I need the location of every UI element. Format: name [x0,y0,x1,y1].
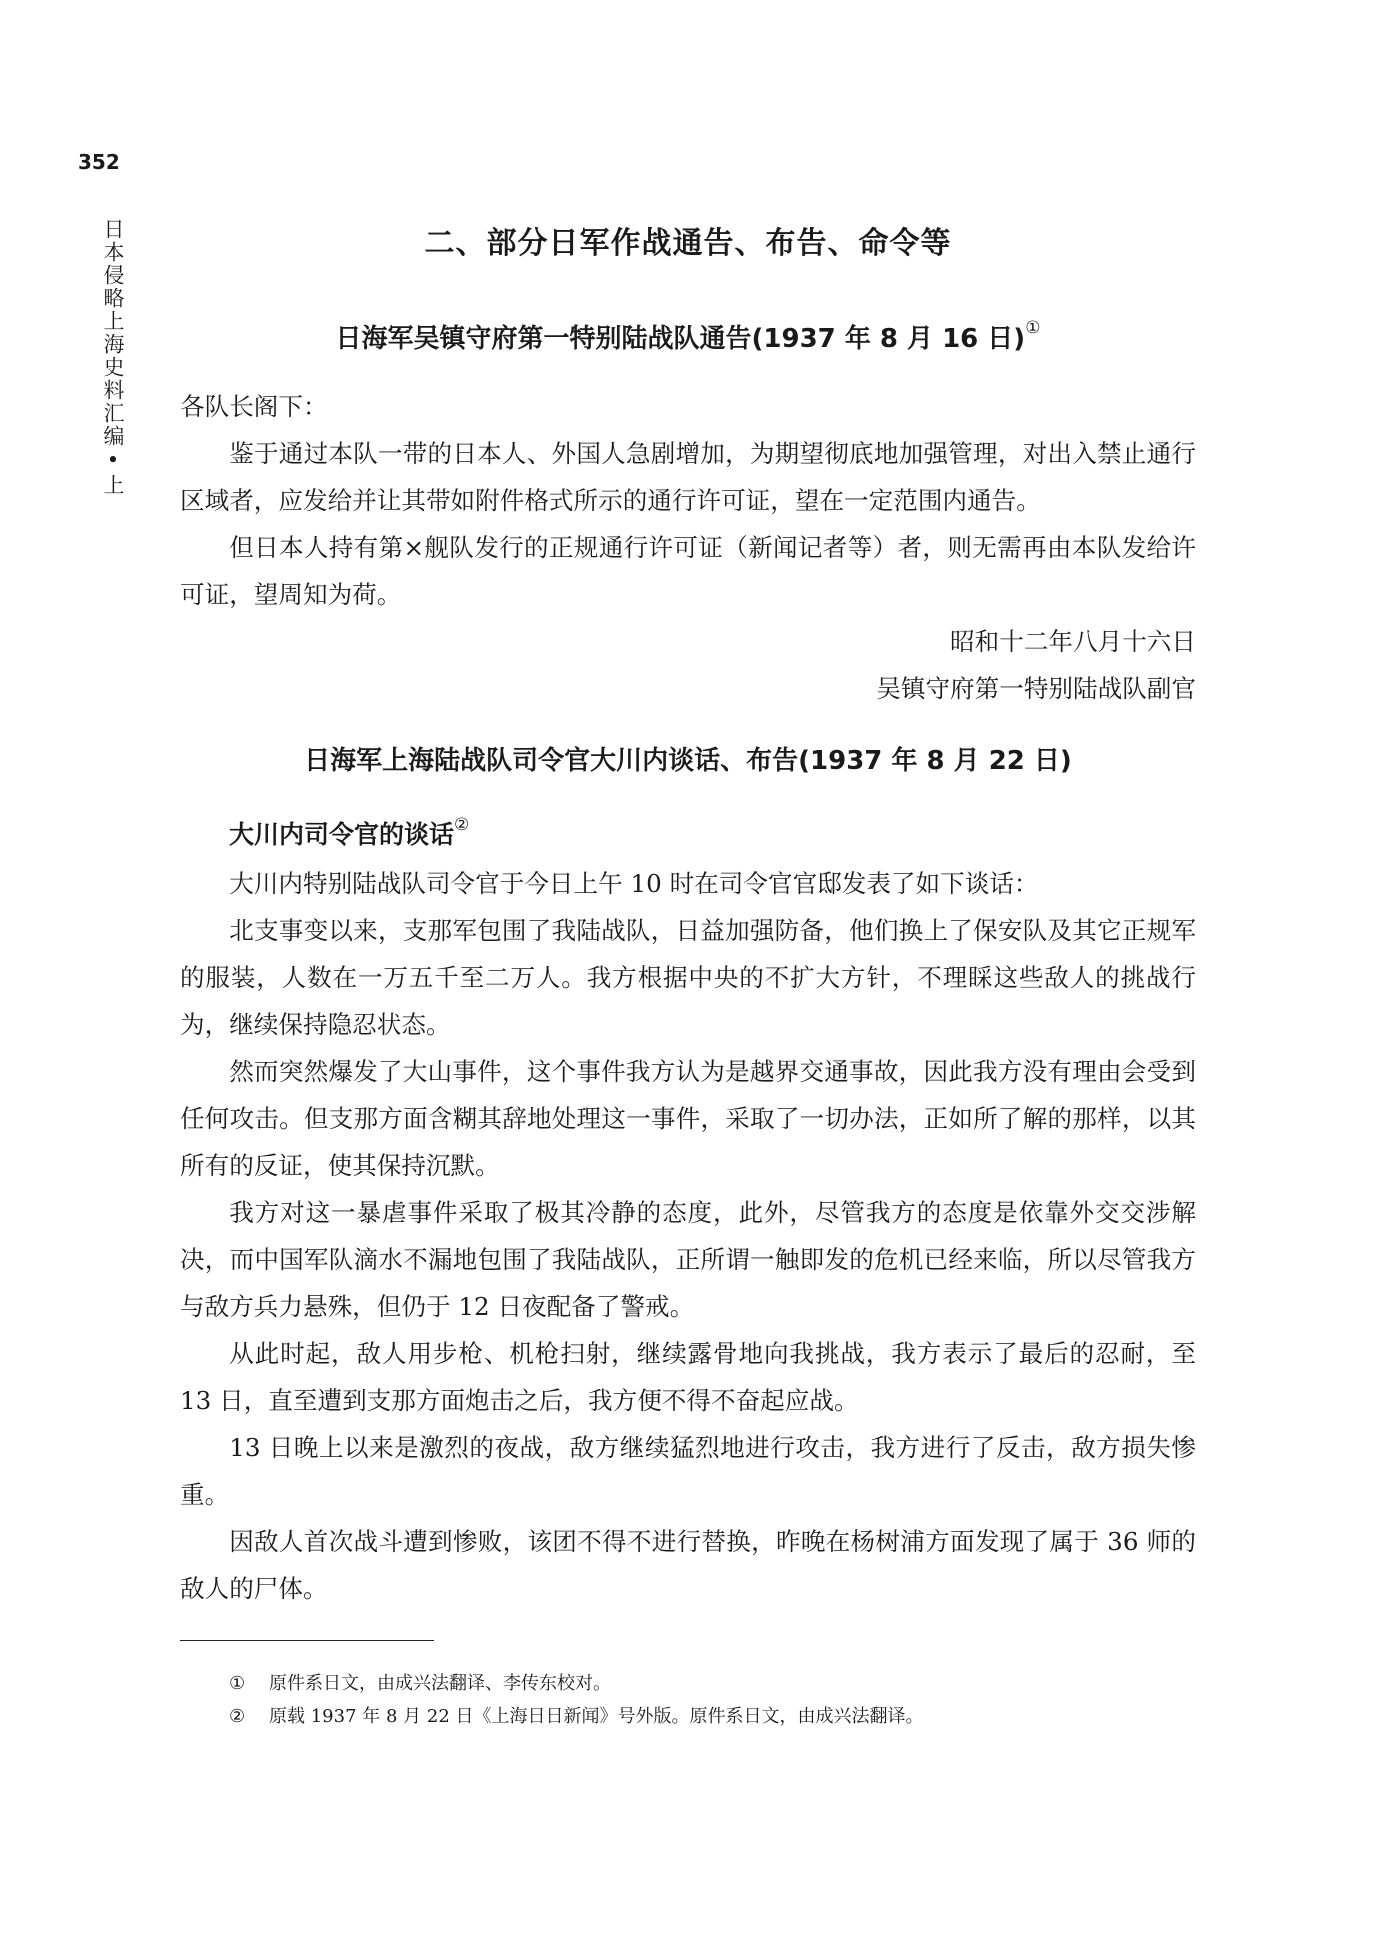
speech-footnote-ref[interactable]: ② [454,815,470,835]
footnote-2-text: 原载 1937 年 8 月 22 日《上海日日新闻》号外版。原件系日文，由成兴法翻译。 [269,1706,924,1727]
doc1-date: 昭和十二年八月十六日 [950,627,1196,656]
doc2-heading [180,740,1196,777]
footnote-2-mark: ② [229,1706,246,1727]
footnote-divider [180,1640,434,1641]
doc2-paragraph-5: 从此时起，敌人用步枪、机枪扫射，继续露骨地向我挑战，我方表示了最后的忍耐，至 13 日，直至遭到支那方面炮击之后，我方便不得不奋起应战。 [180,1339,1196,1415]
footnote-1-mark: ① [229,1673,246,1694]
doc2-paragraph-2: 北支事变以来，支那军包围了我陆战队，日益加强防备，他们换上了保安队及其它正规军的服装，人数在一万五千至二万人。我方根据中央的不扩大方针，不理睬这些敌人的挑战行为，继续保持隐忍状态。 [180,916,1196,1039]
doc1-salutation: 各队长阁下： [180,392,328,421]
page-number: 352 [78,150,120,174]
doc1-paragraph-1: 鉴于通过本队一带的日本人、外国人急剧增加，为期望彻底地加强管理，对出入禁止通行区域者，应发给并让其带如附件格式所示的通行许可证，望在一定范围内通告。 [180,439,1196,515]
doc2-paragraph-1: 大川内特别陆战队司令官于今日上午 10 时在司令官官邸发表了如下谈话： [229,869,1039,898]
doc1-footnote-ref[interactable]: ① [1025,318,1041,338]
doc2-paragraph-6: 13 日晚上以来是激烈的夜战，敌方继续猛烈地进行攻击，我方进行了反击，敌方损失惨重。 [180,1433,1196,1509]
speech-title-text: 大川内司令官的谈话 [229,820,455,849]
footnote-2 [229,1705,924,1729]
doc2-paragraph-3: 然而突然爆发了大山事件，这个事件我方认为是越界交通事故，因此我方没有理由会受到任何攻击。但支那方面含糊其辞地处理这一事件，采取了一切办法，正如所了解的那样，以其所有的反证，使其保持沉默。 [180,1057,1196,1180]
doc1-heading [180,318,1196,355]
doc2-heading-text: 日海军上海陆战队司令官大川内谈话、布告(1937 年 8 月 22 日) [304,746,1072,776]
doc1-paragraph-2: 但日本人持有第×舰队发行的正规通行许可证（新闻记者等）者，则无需再由本队发给许可证，望周知为荷。 [180,533,1196,609]
footnote-1-text: 原件系日文，由成兴法翻译、李传东校对。 [269,1673,611,1694]
doc1-signature: 吴镇守府第一特别陆战队副官 [876,674,1196,703]
doc1-heading-text: 日海军吴镇守府第一特别陆战队通告(1937 年 8 月 16 日) [335,324,1026,354]
speech-title [229,815,469,851]
doc2-paragraph-7: 因敌人首次战斗遭到惨败，该团不得不进行替换，昨晚在杨树浦方面发现了属于 36 师的敌人的尸体。 [180,1527,1196,1603]
doc2-paragraph-4: 我方对这一暴虐事件采取了极其冷静的态度，此外，尽管我方的态度是依靠外交交涉解决，而中国军队滴水不漏地包围了我陆战队，正所谓一触即发的危机已经来临，所以尽管我方与敌方兵力悬殊，但仍于 12 日夜配备了警戒。 [180,1198,1196,1321]
footnote-1 [229,1672,611,1696]
running-book-title: 日本侵略上海史料汇编•上 [101,218,125,497]
section-heading: 二、部分日军作战通告、布告、命令等 [424,226,952,261]
